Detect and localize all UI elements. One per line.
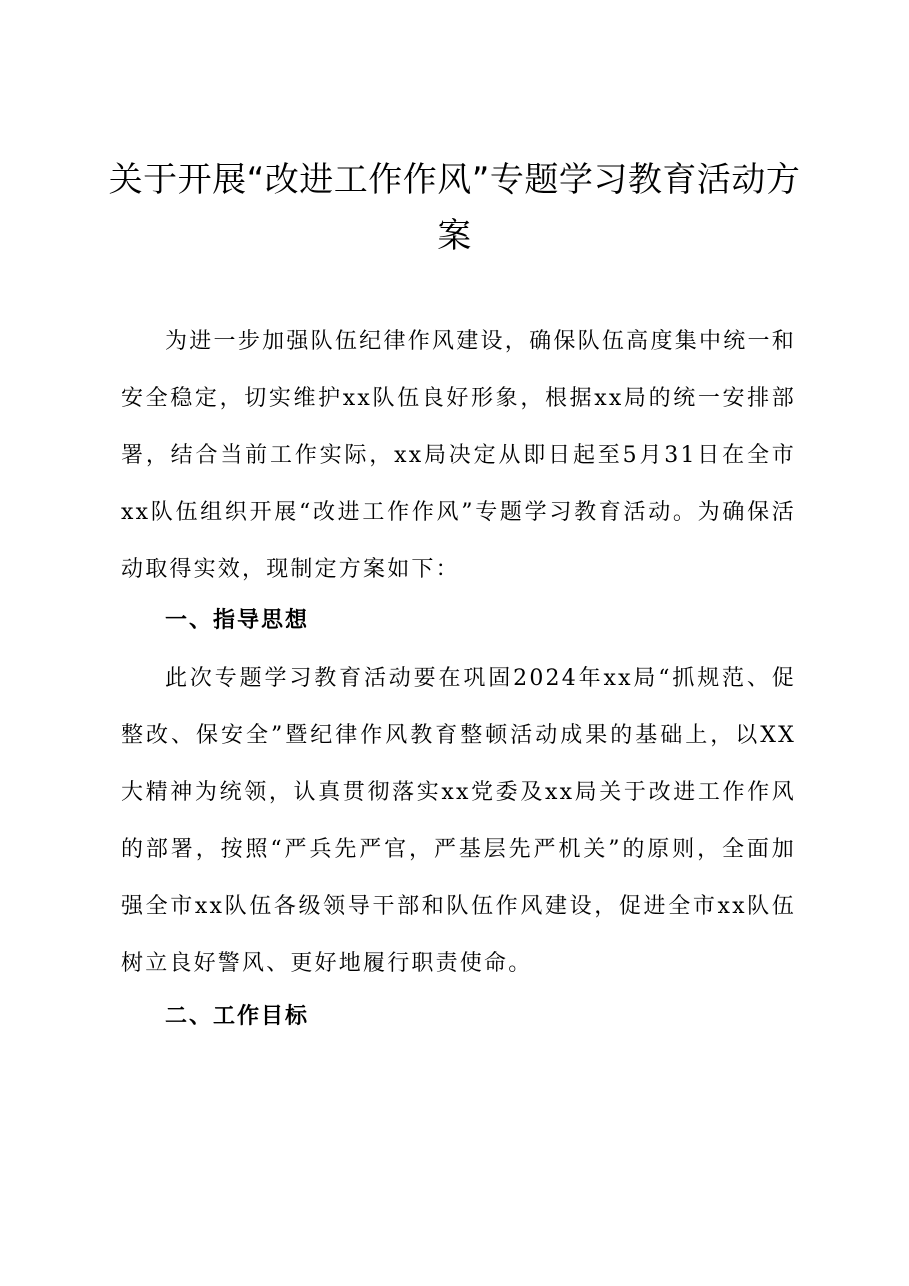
intro-paragraph: 为进一步加强队伍纪律作风建设，确保队伍高度集中统一和安全稳定，切实维护xx队伍良好形象，根据xx局的统一安排部署，结合当前工作实际，xx局决定从即日起至5月31日在全市xx队伍组织开展“改进工作作风”专题学习教育活动。为确保活动取得实效，现制定方案如下： — [121, 329, 796, 582]
section-heading-guiding-ideology: 一、指导思想 — [165, 608, 310, 633]
section-heading-work-goals: 二、工作目标 — [165, 1004, 310, 1029]
document-title: 关于开展“改进工作作风”专题学习教育活动方案 — [108, 160, 801, 256]
guiding-ideology-paragraph: 此次专题学习教育活动要在巩固2024年xx局“抓规范、促整改、保安全”暨纪律作风教育整顿活动成果的基础上，以XX大精神为统领，认真贯彻落实xx党委及xx局关于改进工作作风的部署，按照“严兵先严官，严基层先严机关”的原则，全面加强全市xx队伍各级领导干部和队伍作风建设，促进全市xx队伍树立良好警风、更好地履行职责使命。 — [121, 666, 796, 976]
